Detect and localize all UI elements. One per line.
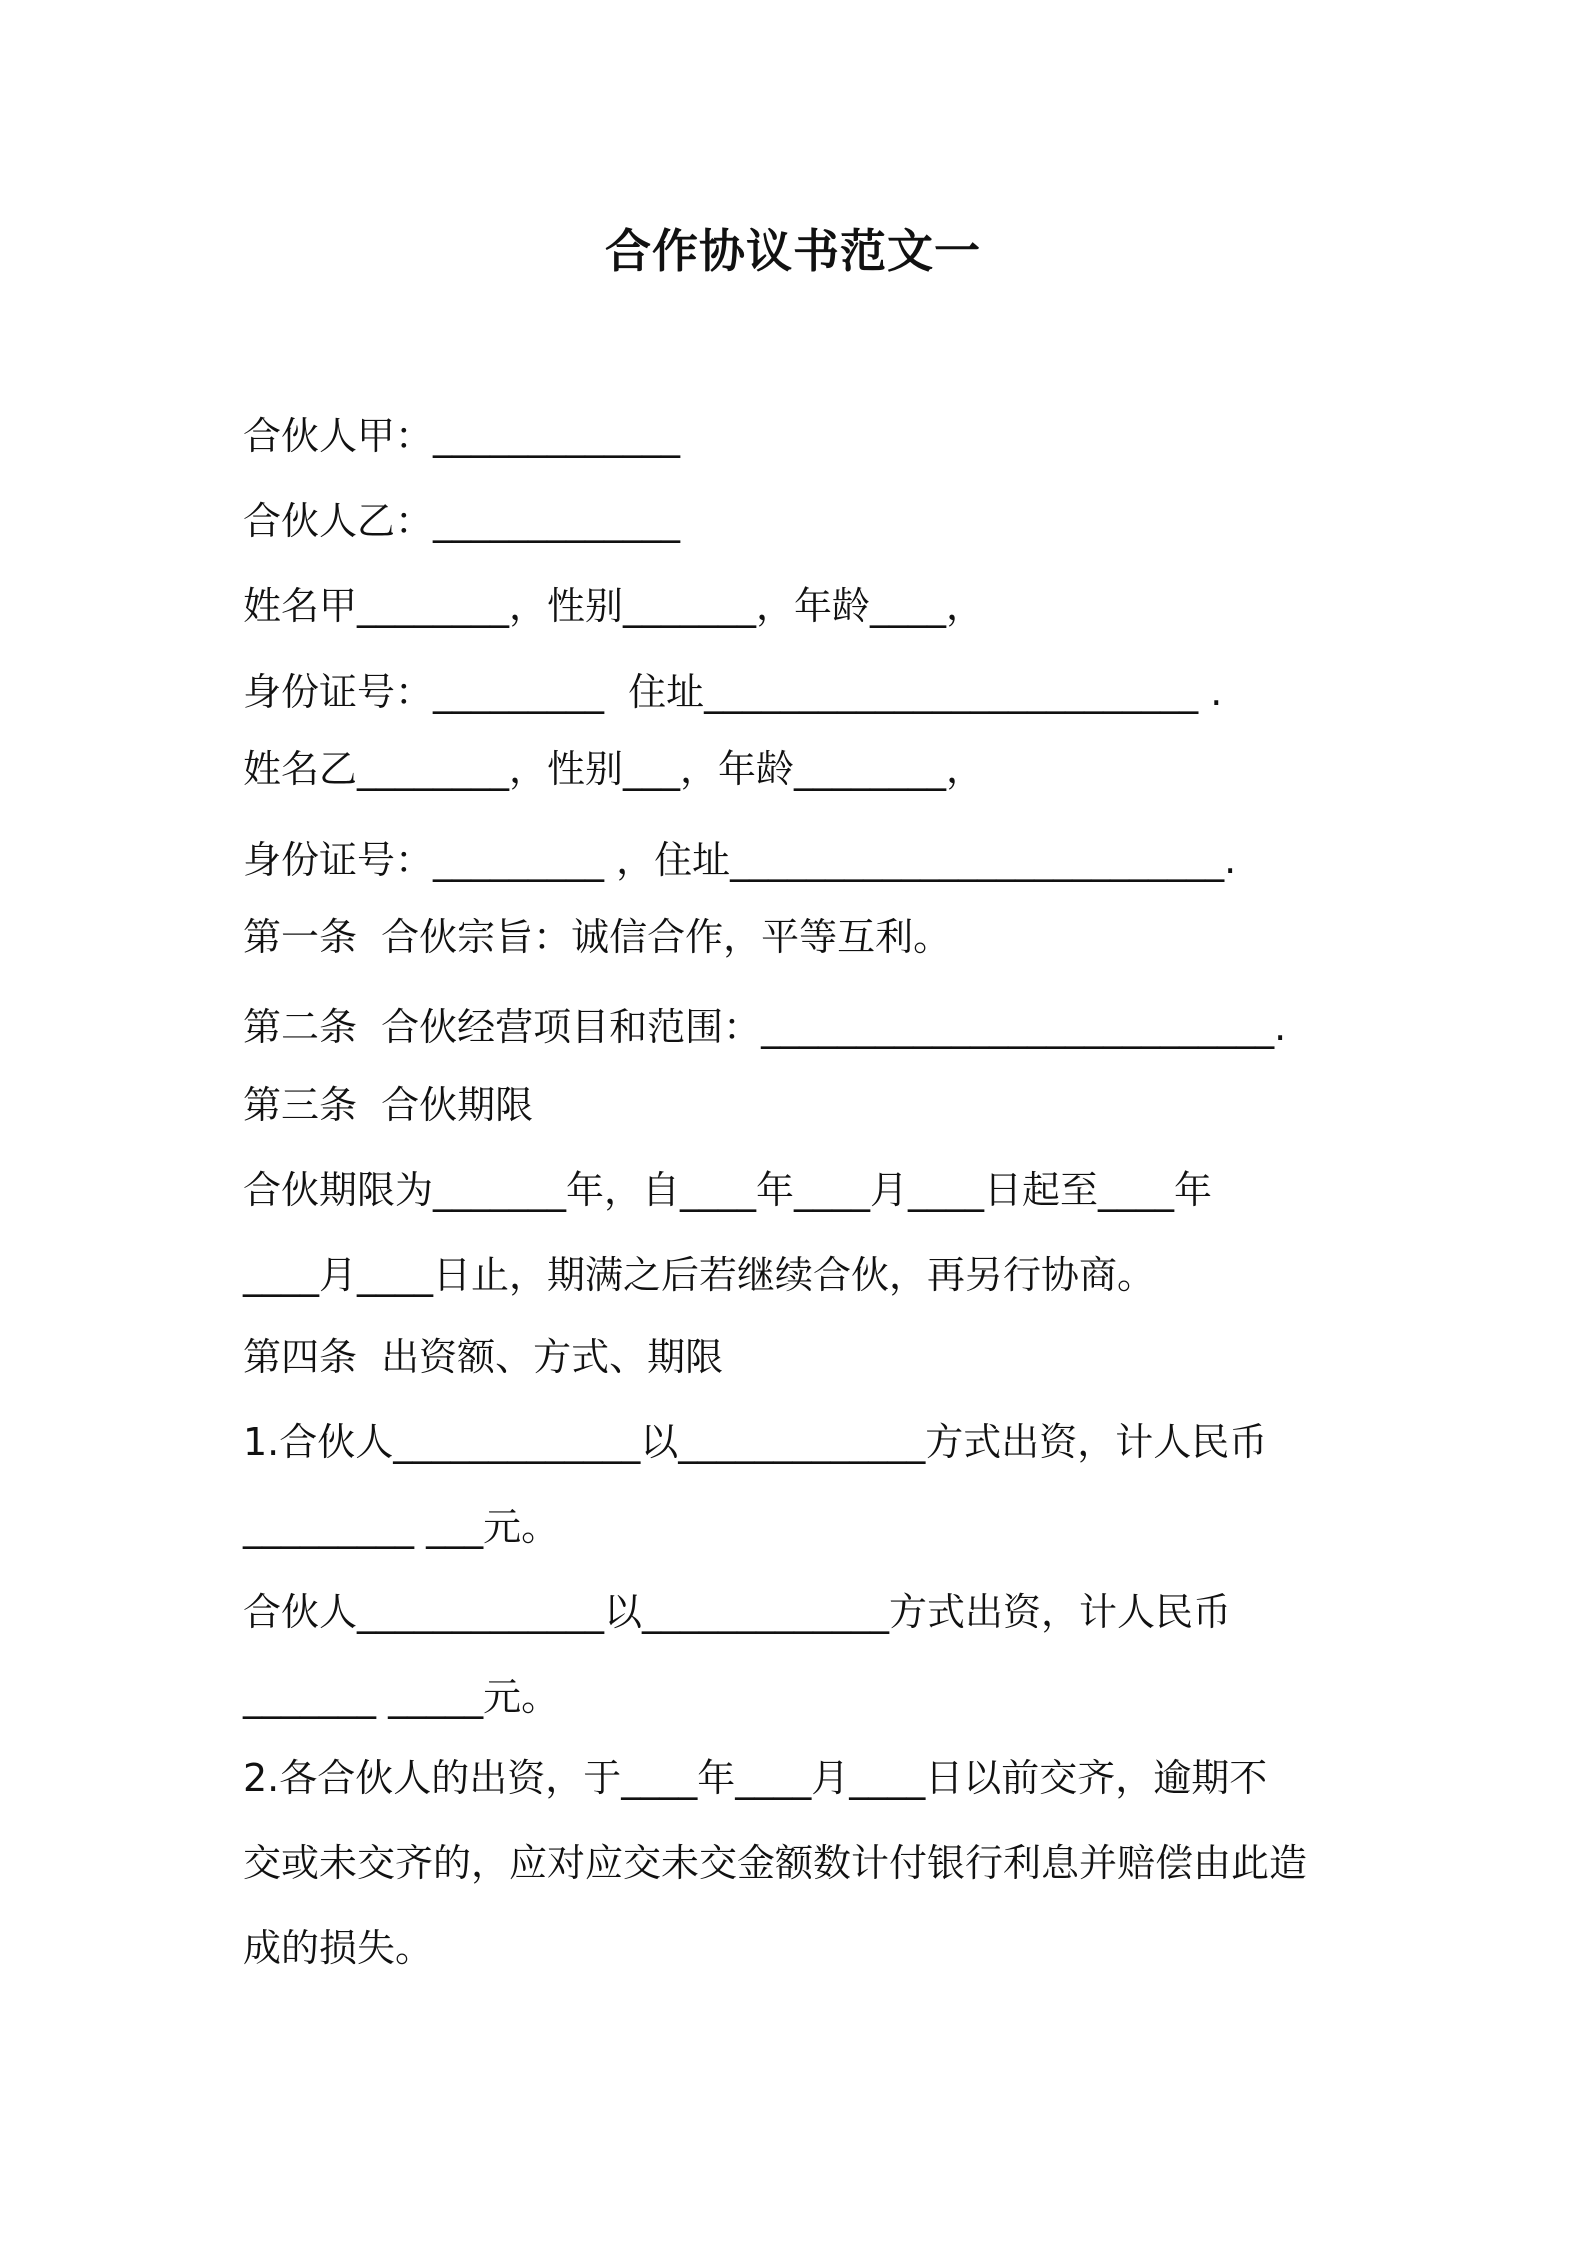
article-3-heading: 第三条 合伙期限: [243, 1083, 534, 1127]
id-address-b-line: 身份证号：_________ ，住址__________________________.: [243, 838, 1237, 882]
term-line-1: 合伙期限为_______年，自____年____月____日起至____年: [243, 1168, 1213, 1212]
term-line-2: ____月____日止，期满之后若继续合伙，再另行协商。: [243, 1253, 1156, 1297]
payment-line-2: 交或未交齐的，应对应交未交金额数计付银行利息并赔偿由此造: [243, 1841, 1308, 1885]
contribution-line-4: _______ _____元。: [243, 1675, 560, 1719]
contribution-line-3: 合伙人_____________以_____________方式出资，计人民币: [243, 1590, 1232, 1634]
payment-line-3: 成的损失。: [243, 1926, 434, 1970]
article-1-line: 第一条 合伙宗旨：诚信合作，平等互利。: [243, 915, 952, 959]
partner-b-line: 合伙人乙：_____________: [243, 499, 681, 543]
partner-a-line: 合伙人甲：_____________: [243, 414, 681, 458]
contribution-line-2: _________ ___元。: [243, 1505, 560, 1549]
document-title: 合作协议书范文一: [605, 224, 981, 278]
article-2-line: 第二条 合伙经营项目和范围：___________________________.: [243, 1005, 1287, 1049]
name-b-line: 姓名乙________，性别___，年龄________，: [243, 747, 985, 791]
name-a-line: 姓名甲________，性别_______，年龄____，: [243, 584, 985, 628]
id-address-a-line: 身份证号：_________ 住址__________________________ .: [243, 670, 1223, 714]
article-4-heading: 第四条 出资额、方式、期限: [243, 1335, 724, 1379]
contribution-line-1: 1.合伙人_____________以_____________方式出资，计人民币: [243, 1420, 1268, 1464]
payment-line-1: 2.各合伙人的出资，于____年____月____日以前交齐，逾期不: [243, 1756, 1268, 1800]
